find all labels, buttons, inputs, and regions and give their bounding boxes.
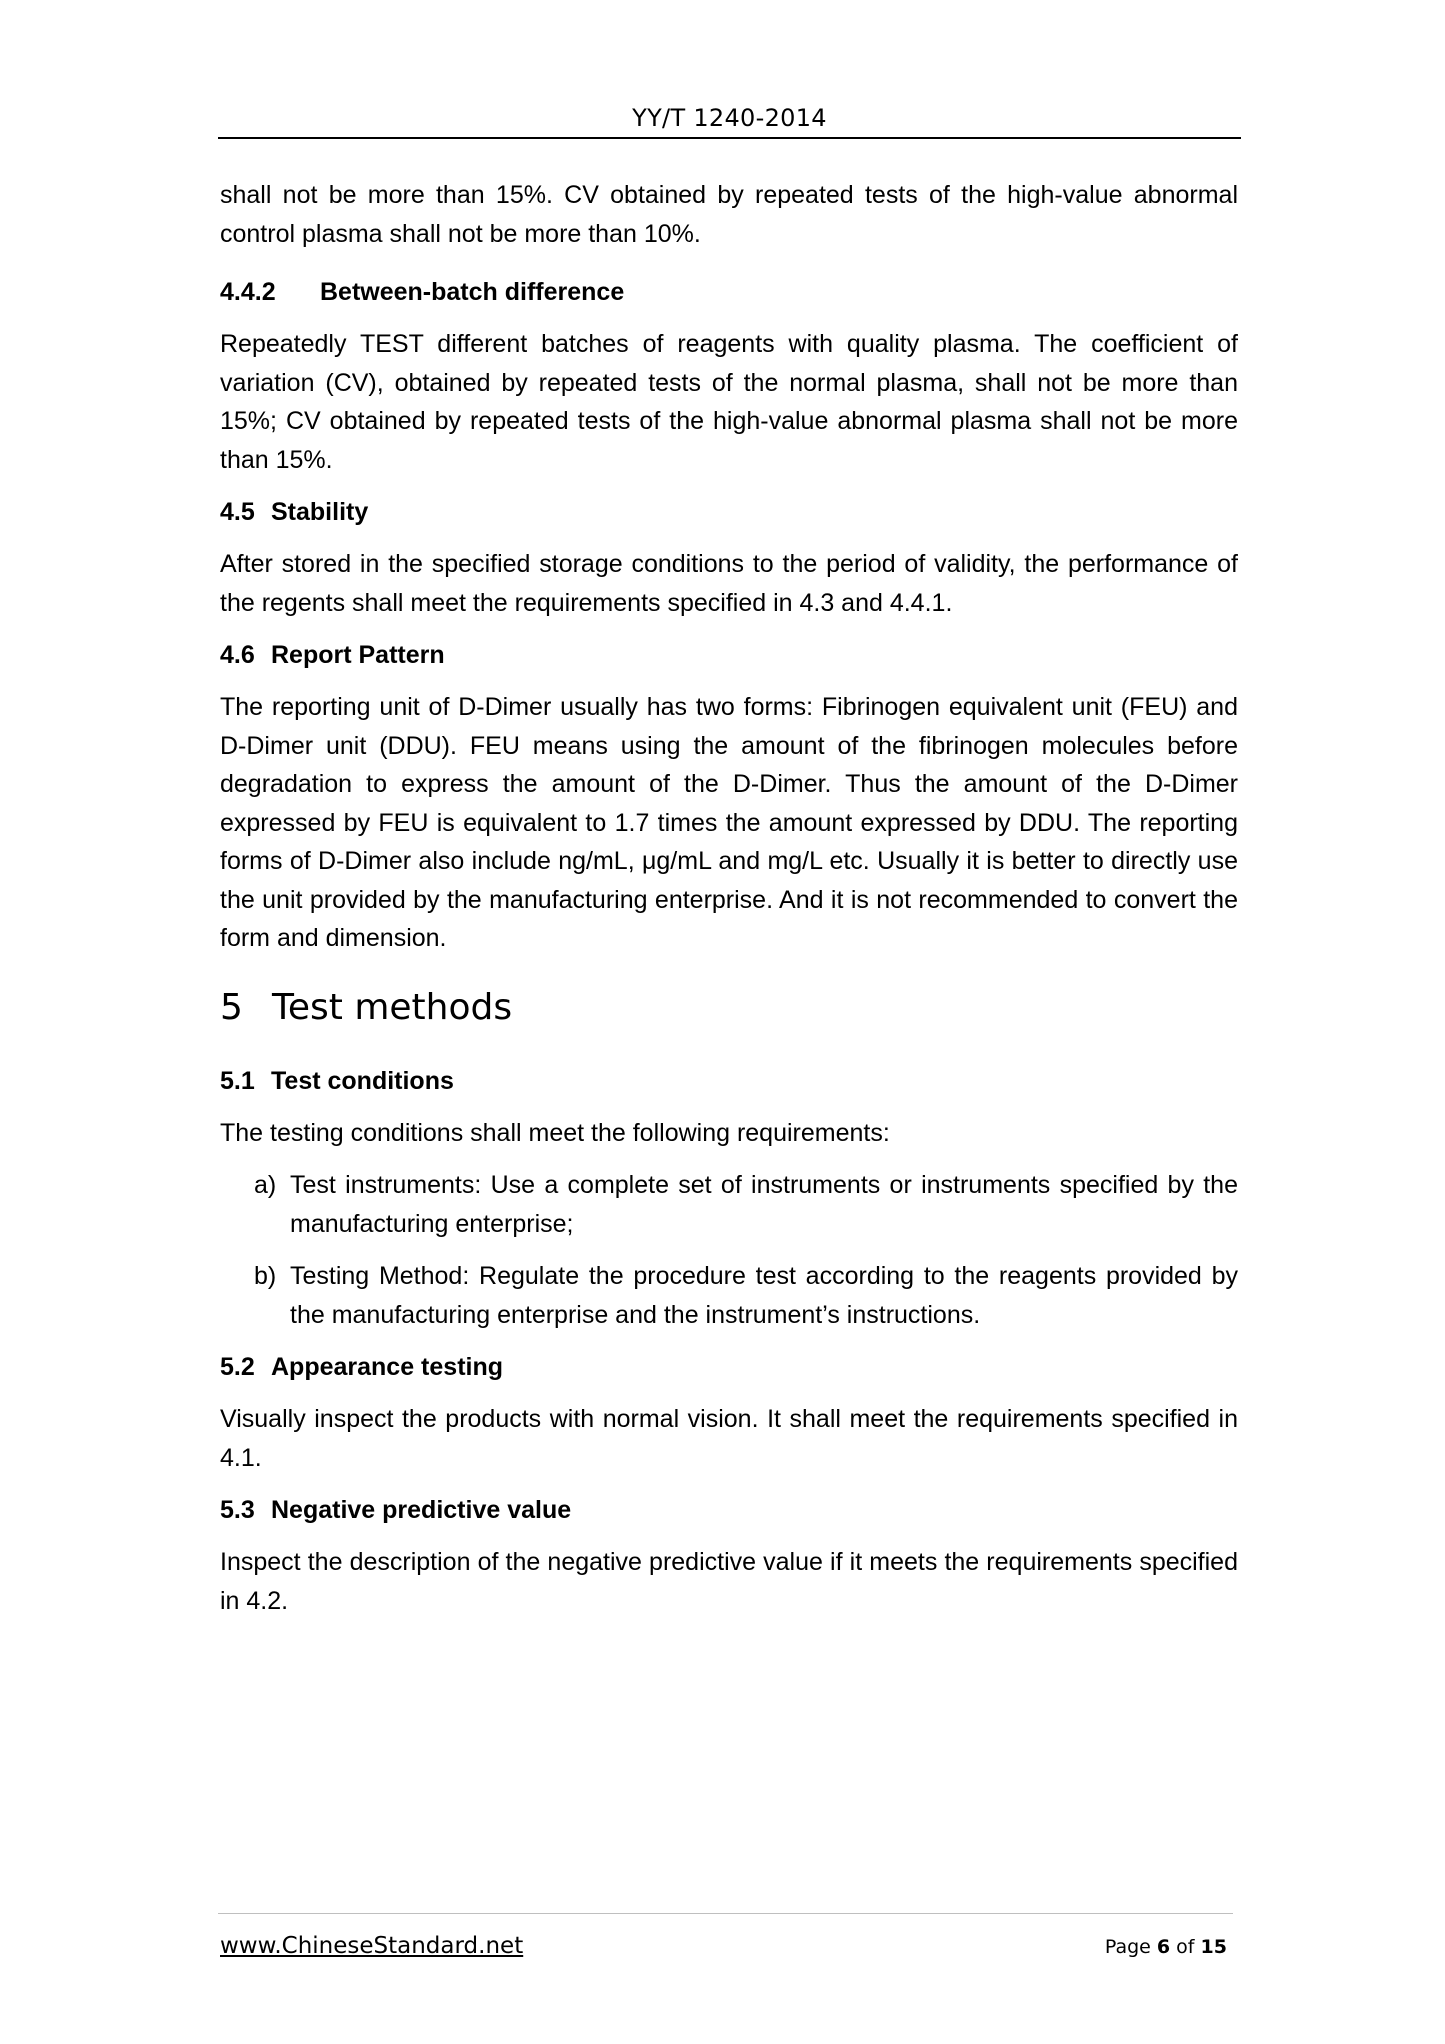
paragraph-stability: After stored in the specified storage conditions to the period of validity, the performance of the regents shall meet the requirements specified in 4.3 and 4.4.1. — [220, 550, 1238, 617]
page-current: 6 — [1156, 1936, 1171, 1958]
heading-title: Between-batch difference — [320, 278, 625, 306]
page-number — [1105, 1936, 1227, 1958]
list-item-text: Test instruments: Use a complete set of instruments or instruments specified by the manufacturing enterprise; — [290, 1171, 1238, 1238]
page-prefix: Page — [1104, 1936, 1151, 1958]
list-item — [220, 1257, 1238, 1334]
heading-number: 5.1 — [220, 1066, 255, 1095]
list-marker: b) — [254, 1262, 277, 1290]
heading-number: 5.2 — [220, 1353, 255, 1381]
heading-number: 4.6 — [220, 641, 255, 669]
page-total: 15 — [1200, 1936, 1227, 1958]
heading-number: 4.4.2 — [220, 278, 276, 306]
list-item — [220, 1166, 1238, 1243]
heading-5-3 — [220, 1491, 1238, 1529]
heading-title: Test conditions — [271, 1066, 454, 1095]
heading-5 — [220, 984, 1238, 1032]
heading-title: Test methods — [272, 986, 513, 1028]
footer-website-link[interactable]: www.ChineseStandard.net — [220, 1933, 524, 1959]
paragraph-between-batch: Repeatedly TEST different batches of reagents with quality plasma. The coefficient of variation (CV), obtained by repeated tests of the normal plasma, shall not be more than 15%; CV obtained by repeated tests of the high-value abnormal plasma shall not be more than 15%. — [220, 330, 1238, 474]
heading-5-2 — [220, 1348, 1238, 1386]
heading-5-1 — [220, 1062, 1238, 1100]
page-of: of — [1176, 1936, 1195, 1958]
paragraph-continued: shall not be more than 15%. CV obtained by repeated tests of the high-value abnormal control plasma shall not be more than 10%. — [220, 181, 1238, 248]
footer-divider — [218, 1913, 1233, 1914]
heading-title: Report Pattern — [271, 641, 445, 669]
paragraph-appearance: Visually inspect the products with normal vision. It shall meet the requirements specified in 4.1. — [220, 1405, 1238, 1472]
list-item-text: Testing Method: Regulate the procedure test according to the reagents provided by the manufacturing enterprise and the instrument’s instructions. — [290, 1262, 1238, 1329]
heading-4-4-2 — [220, 273, 1238, 311]
list-marker: a) — [254, 1171, 277, 1199]
paragraph-negative-predictive: Inspect the description of the negative predictive value if it meets the requirements specified in 4.2. — [220, 1548, 1238, 1615]
paragraph-report-pattern: The reporting unit of D-Dimer usually has two forms: Fibrinogen equivalent unit (FEU) and D-Dimer unit (DDU). FEU means using the amount of the fibrinogen molecules before degradation to express the amount of the D-Dimer. Thus the amount of the D-Dimer expressed by FEU is equivalent to 1.7 times the amount expressed by DDU. The reporting forms of D-Dimer also include ng/mL, μg/mL and mg/L etc. Usually it is better to directly use the unit provided by the manufacturing enterprise. And it is not recommended to convert the form and dimension. — [220, 693, 1238, 952]
paragraph-test-conditions: The testing conditions shall meet the following requirements: — [220, 1118, 890, 1147]
heading-number: 5 — [220, 986, 243, 1028]
heading-number: 5.3 — [220, 1496, 255, 1524]
heading-4-5 — [220, 493, 1238, 531]
heading-number: 4.5 — [220, 498, 255, 526]
header-divider — [218, 137, 1241, 139]
page-content — [220, 176, 1238, 1620]
heading-title: Stability — [271, 498, 369, 526]
heading-4-6 — [220, 636, 1238, 674]
heading-title: Appearance testing — [271, 1353, 504, 1381]
heading-title: Negative predictive value — [271, 1496, 572, 1524]
header-standard-code: YY/T 1240-2014 — [632, 104, 827, 132]
